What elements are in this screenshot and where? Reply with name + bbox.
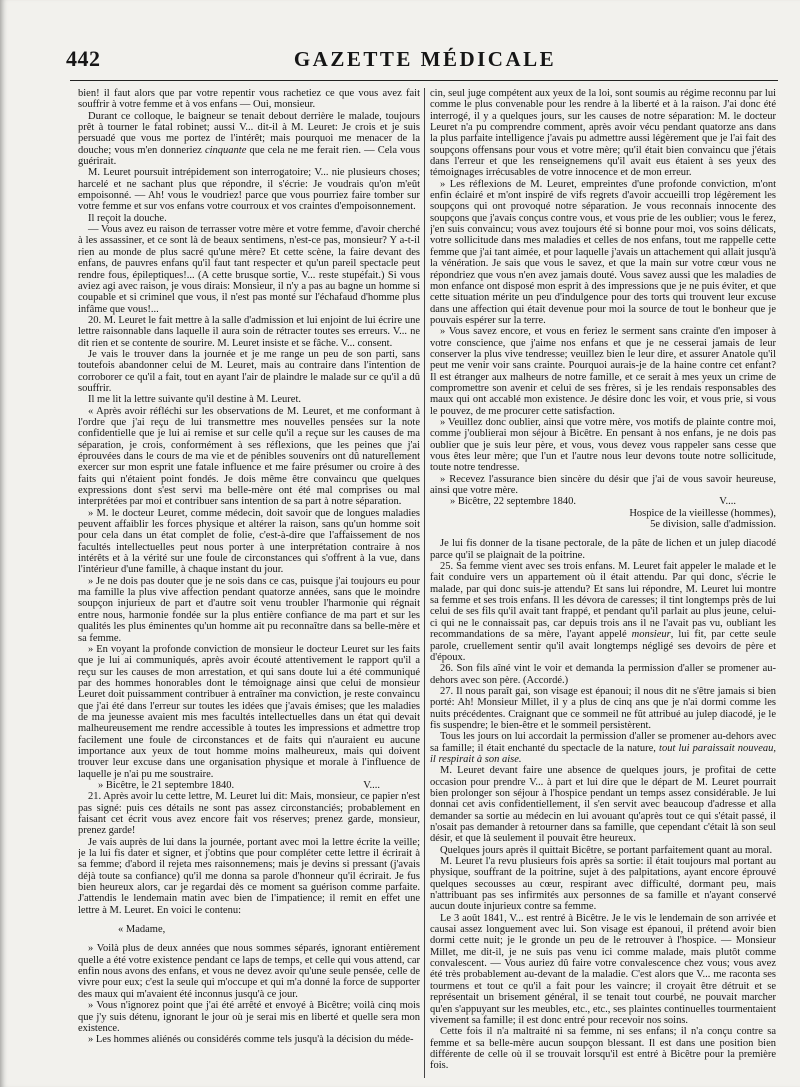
signature-signer: V....: [719, 496, 736, 508]
wife-letter-signature: [430, 496, 776, 507]
wife-letter-paragraph-6: » Veuillez donc oublier, ainsi que votre mère, vos motifs de plainte contre moi, comme j'oublierai mon séjour à Bicêtre. En pensant à nos enfans, je ne dois pas oublier que je suis leur père, et vous, vous devez vous rappeler sans cesse que vous êtes leur mère; que l'un et l'autre nous leur devons toute notre sollicitude, toute notre tendresse.: [430, 416, 776, 474]
wife-letter-paragraph-7: » Recevez l'assurance bien sincère du désir que j'ai de vous savoir heureuse, ainsi que votre mère.: [430, 473, 776, 497]
left-paragraph-7: Je vais le trouver dans la journée et je me range un peu de son parti, sans toutefois abandonner celui de M. Leuret, mais au contraire dans l'intention de corroborer ce qu'il a fait, tout en ayant l'air de plaindre le malade sur ce qu'il a dû souffrir.: [78, 348, 420, 394]
left-column: [78, 88, 420, 1078]
right-paragraph-7: Quelques jours après il quittait Bicêtre, se portant parfaitement quant au moral.: [440, 844, 773, 856]
letter-paragraph-1: « Après avoir réfléchi sur les observations de M. Leuret, et me conformant à l'ordre que j'ai reçu de lui transmettre mes nouvelles pensées sur la note confidentielle que je lui ai remise et sur celle qu'il a reçue sur les causes de ma séparation, je crois, conformément à ses réflexions, que les peines que j'ai éprouvées dans le cours de ma vie et de pénibles souvenirs ont dû naturellement exercer sur mon esprit une fatale influence et me faire présumer ou croire à des faits qui n'étaient point fondés. Je dois même être convaincu que quelques expressions dont s'est servi ma belle-mère ont été mal comprises ou mal interprétées par moi et contribuer sans intention de sa part à notre séparation.: [78, 405, 420, 508]
page-number: 442: [66, 46, 101, 71]
left-paragraph-8: Il me lit la lettre suivante qu'il destine à M. Leuret.: [88, 394, 301, 406]
header-rule: [70, 80, 778, 81]
text-run: , lui fit, par cette seule parole, cruellement sentir qu'il avait longtemps négligé ses devoirs de père et d'époux.: [430, 629, 776, 663]
letter-paragraph-3: » Je ne dois pas douter que je ne sois dans ce cas, puisque j'ai toujours eu pour ma famille la plus vive affection pendant quatorze années, sans que le moindre soupçon injurieux de part et d'autre soit venu troubler l'harmonie qui régnait entre nous, harmonie fondée sur la plus entière confiance de ma part et sur les qualités les plus éminentes qu'un homme ait pu reconnaître dans sa belle-mère et sa femme.: [78, 575, 420, 644]
right-paragraph-9: Le 3 août 1841, V... est rentré à Bicêtre. Je le vis le lendemain de son arrivée et causai assez longuement avec lui. Son visage est épanoui, il prétend avoir bien dormi cette nuit; je le gronde un peu de le retrouver à l'hospice. — Monsieur Millet, me dit-il, je ne suis pas venu ici comme malade, mais plutôt comme convalescent. — Vous auriez dû faire votre convalescence chez vous; vous avez été très probablement au-devant de la maladie. C'est alors que V... me raconta ses tourmens et tout ce qu'il a fait pour les vaincre; il croyait être détruit et se représentait un brisement général, il se tenait tout courbé, ne pouvait marcher qu'en s'appuyant sur les meubles, etc., etc., ses plaintes continuelles tourmentaient vivement sa famille; il est donc entré pour recevoir nos soins.: [430, 912, 776, 1026]
text-run: Durant ce colloque, le baigneur se tenait debout derrière le malade, toujours prêt à tourner le fatal robinet; aussi V... dit-il à M. Leuret: Je crois et je suis persuadé que vous me portez de l'intérêt; mais pourquoi me menacer de la douche; vous m'en donneriez: [78, 110, 420, 156]
wife-letter-paragraph-4: » Les réflexions de M. Leuret, empreintes d'une profonde conviction, m'ont enfin éclairé et m'ont inspiré de vifs regrets d'avoir accueilli trop légèrement les soupçons qui ont provoqué notre séparation. Je vous reconnais innocente des soupçons que j'avais conçus contre vous, et vous prie de les oublier; vous le ferez, j'en suis convaincu; vous avez toujours été si bonne pour moi, vos soins délicats, votre sollicitude dans mes maladies et celles de nos enfans, tout me rappelle cette femme que j'ai tant aimée, et pour laquelle j'avais un attachement qui allait jusqu'à la vénération. Je sais que vous le savez, et que la main sur votre cœur vous ne répondriez que vous n'en avez jamais douté. Vous savez aussi que les maladies de mon enfance ont disposé mon esprit à des impressions que je ne puis éviter, et que cette situation mérite un peu d'indulgence pour des torts qui trouvent leur excuse dans une affection qui était devenue pour moi la source de tout le bonheur que je pouvais espérer sur la terre.: [430, 178, 776, 326]
left-paragraph-1: bien! il faut alors que par votre repentir vous rachetiez ce que vous avez fait souffrir à votre femme et à vos enfans — Oui, monsieur.: [78, 88, 420, 111]
text-run: que cela ne me ferait rien. — Cela vous guérirait.: [78, 144, 420, 168]
address-line-2: 5e division, salle d'admission.: [650, 519, 776, 531]
address-line-1: Hospice de la vieillesse (hommes),: [629, 507, 776, 519]
left-paragraph-2: [78, 111, 420, 168]
column-divider: [424, 88, 425, 1078]
italic-emphasis: tout lui paraissait nouveau, il respirait à son aise.: [430, 742, 776, 765]
signature-place-date: » Bicêtre, 22 septembre 1840.: [450, 496, 576, 508]
signature-place-date: » Bicêtre, le 21 septembre 1840.: [98, 779, 235, 791]
right-column: [430, 88, 776, 1078]
italic-emphasis: cinquante: [204, 144, 247, 156]
left-paragraph-9: 21. Après avoir lu cette lettre, M. Leuret lui dit: Mais, monsieur, ce papier n'est pas signé: puis ces détails ne sont pas assez circonstanciés; probablement en faisant cet écrit vous avez encore fait vos réserves; prenez garde, monsieur, prenez garde!: [78, 791, 420, 837]
text-run: Tous les jours on lui accordait la permission d'aller se promener au-dehors avec sa famille; il était enchanté du spectacle de la nature,: [430, 731, 776, 754]
left-paragraph-6: 20. M. Leuret le fait mettre à la salle d'admission et lui enjoint de lui écrire une lettre raisonnable dans laquelle il aura soin de rétracter toutes ses erreurs. V... ne dit rien et se contente de sourire. M. Leuret insiste et se fâche. V... consent.: [78, 314, 420, 349]
letter-paragraph-4: » En voyant la profonde conviction de monsieur le docteur Leuret sur les faits que je lui ai communiqués, après avoir écouté attentivement le rapport qu'il a reçu sur les causes de mon arrestation, et qui sans doute lui a été communiqué par des hommes honorables dont le témoignage ainsi que celui de monsieur Leuret doit puissamment contribuer à entraîner ma conviction, je reste convaincu que j'ai été dans l'erreur sur toutes les idées que j'avais émises; que les maladies de ma jeunesse avaient mis mes facultés intellectuelles dans un état qui devait malheureusement me rendre accessible à toutes les impressions et admettre trop facilement une foule de circonstances et de faits qui n'auraient eu aucune importance aux yeux de tout homme moins malheureux, mais qui doivent trouver leur excuse dans une organisation physique et morale à l'influence de laquelle je n'ai pu me soustraire.: [78, 643, 420, 780]
text-run: 25. Sa femme vient avec ses trois enfans. M. Leuret fait appeler le malade et le fait conduire vers un appartement où il était attendu. Par qui donc, s'écrie le malade, par qui donc suis-je attendu? Et sans lui répondre, M. Leuret lui montre sa femme et ses trois enfans. Il les dévora de caresses; il tint longtemps près de lui celui de ses fils qu'il avait tant frappé, et pendant qu'il parlait au plus jeune, celui-ci qui ne le connaissait pas, car depuis trois ans il ne l'avait pas vu, oubliant les recommandations de sa mère, l'ayant appelé: [430, 561, 776, 641]
left-paragraph-5: — Vous avez eu raison de terrasser votre mère et votre femme, d'avoir cherché à les assassiner, et ce sont là de beaux sentimens, n'est-ce pas, monsieur? Y a-t-il rien au monde de plus sacré qu'une mère? Et cette scène, la faire devant des enfans, de pauvres enfans qu'il faut tant respecter et qu'un pareil spectacle peut rendre fous, épileptiques!... (A cette brusque sortie, V... reste stupéfait.) Si vous aviez agi avec raison, je vous dirais: Monsieur, il n'y a pas au bagne un homme si coupable et si criminel que vous, il n'est pas monté sur l'échafaud d'homme plus infâme que vous!...: [78, 224, 420, 315]
letter-salutation: « Madame,: [118, 924, 166, 936]
letter-signature: [78, 780, 420, 791]
signature-signer: V....: [363, 779, 380, 791]
wife-letter-paragraph-2: » Vous n'ignorez point que j'ai été arrêté et envoyé à Bicêtre; voilà cinq mois que j'y suis détenu, ignorant le jour où je serai mis en liberté et quelle sera mon existence.: [78, 1000, 420, 1034]
italic-emphasis: monsieur: [631, 629, 671, 641]
wife-letter-paragraph-3: » Les hommes aliénés ou considérés comme tels jusqu'à la décision du méde-: [88, 1034, 414, 1046]
left-paragraph-4: Il reçoit la douche.: [88, 212, 167, 224]
right-paragraph-5: [430, 731, 776, 765]
right-paragraph-4: 27. Il nous paraît gai, son visage est épanoui; il nous dit ne s'être jamais si bien porté: Ah! Monsieur Millet, il y a plus de cinq ans que je n'ai dormi comme les nuits précédentes. Craignant que ce sommeil ne fût attribué au julep diacodé, je le fis suspendre; le bien-être et le sommeil persistèrent.: [430, 685, 776, 731]
wife-letter-paragraph-1: » Voilà plus de deux années que nous sommes séparés, ignorant entièrement quelle a été votre existence pendant ce laps de temps, et celle qui vous attend, car enfin nous avons des enfans, et vous ne devez avoir qu'une seule pensée, celle de vivre pour eux; c'est la seule qui m'occupe et qui m'a donné la force de supporter des maux qui m'avaient été inconnus jusqu'à ce jour.: [78, 943, 420, 1000]
wife-letter-paragraph-5: » Vous savez encore, et vous en feriez le serment sans crainte d'en imposer à votre conscience, que j'aime nos enfans et que je ne cesserai jamais de leur conserver la plus vive tendresse; veuillez bien le leur dire, et assurer Anatole qu'il peut me venir voir sans crainte. Pourquoi aurais-je de la haine contre cet enfant? Il est étranger aux malheurs de notre famille, et ce serait à mes yeux un crime de compromettre son avenir et celui de ses frères, si je les rendais responsables des maux qui ont accablé mon existence. Je désire donc les voir, et vous prie, si vous le pouvez, de me procurer cette satisfaction.: [430, 326, 776, 417]
left-paragraph-10: Je vais auprès de lui dans la journée, portant avec moi la lettre écrite la veille; je la lui fis dater et signer, et j'obtins que pour compléter cette lettre il écrirait à sa femme; d'abord il rejeta mes raisonnemens; mais je devins si pressant (j'avais déjà toute sa confiance) qu'il me donna sa parole d'honneur qu'il écrirait. Je fus bien heureux alors, car je regardai dès ce moment sa guérison comme parfaite. J'attendis le lendemain matin avec bien de l'impatience; il remit en effet une lettre à M. Leuret. En voici le contenu:: [78, 836, 420, 916]
left-paragraph-3: M. Leuret poursuit intrépidement son interrogatoire; V... nie plusieurs choses; harcelé et ne sachant plus que répondre, il s'écrie: Je voudrais qu'on m'eût empoisonné. — Ah! vous le voudriez! parce que vous pourriez faire tomber sur votre femme et sur vos enfans votre courroux et vos craintes d'empoisonnement.: [78, 167, 420, 213]
right-paragraph-10: Cette fois il n'a maltraité ni sa femme, ni ses enfans; il n'a conçu contre sa femme et sa belle-mère aucun soupçon blessant. Il est dans une position bien différente de celle où il se trouvait lorsqu'il est entré à Bicêtre pour la première fois.: [430, 1026, 776, 1072]
right-paragraph-3: 26. Son fils aîné vint le voir et demanda la permission d'aller se promener au-dehors avec son père. (Accordé.): [430, 663, 776, 686]
right-paragraph-1: Je lui fis donner de la tisane pectorale, de la pâte de lichen et un julep diacodé parce qu'il se plaignait de la poitrine.: [430, 538, 776, 561]
right-paragraph-8: M. Leuret l'a revu plusieurs fois après sa sortie: il était toujours mal portant au physique, souffrant de la poitrine, sujet à des palpitations, ayant encore éprouvé quelques secousses au cœur, respirant avec difficulté, dormant peu, mais n'attribuant pas ses infirmités aux personnes de sa famille et n'ayant conservé aucun doute injurieux contre sa femme.: [430, 856, 776, 913]
letter-paragraph-2: » M. le docteur Leuret, comme médecin, doit savoir que de longues maladies peuvent affaiblir les forces physique et altérer la raison, sans qu'un homme soit pour cela dans un état complet de folie, c'est-à-dire que l'affaissement de nos facultés intellectuelles peut nous porter à une interprétation contraire à nos intérêts et à la vérité sur une foule de circonstances qui s'offrent à la vue, dans l'intérieur d'une famille, à chaque instant du jour.: [78, 507, 420, 576]
wife-letter-paragraph-3-continued: cin, seul juge compétent aux yeux de la loi, sont soumis au régime reconnu par lui comme le plus convenable pour les rendre à la liberté et à la raison. J'ai donc été interrogé, il y a quelques jours, sur les causes de notre séparation: M. le docteur Leuret n'a pu comprendre comment, après avoir vécu pendant quatorze ans dans la plus parfaite intelligence j'avais pu admettre aussi légèrement que je l'ai fait des soupçons offensans pour vous et votre mère; qu'il était bien convaincu que j'étais dans l'erreur et que les renseignemens qu'il avait eus étaient à ses yeux des témoignages irrécusables de votre innocence et de mon erreur.: [430, 88, 776, 179]
right-paragraph-2: [430, 561, 776, 663]
journal-title: GAZETTE MÉDICALE: [293, 47, 557, 71]
right-paragraph-6: M. Leuret devant faire une absence de quelques jours, je profitai de cette occasion pour prendre V... à part et lui dire que le départ de M. Leuret pourrait bien prolonger son séjour à l'hospice pendant un temps assez considérable. Je lui donnai cet avis confidentiellement, il s'en servit avec beaucoup d'adresse et alla demander sa sortie au médecin en lui avouant qu'après tout ce qui s'était passé, il n'osait pas demander à retourner dans sa famille, que cependant c'était là son seul désir, et que là seulement il pouvait être heureux.: [430, 765, 776, 845]
